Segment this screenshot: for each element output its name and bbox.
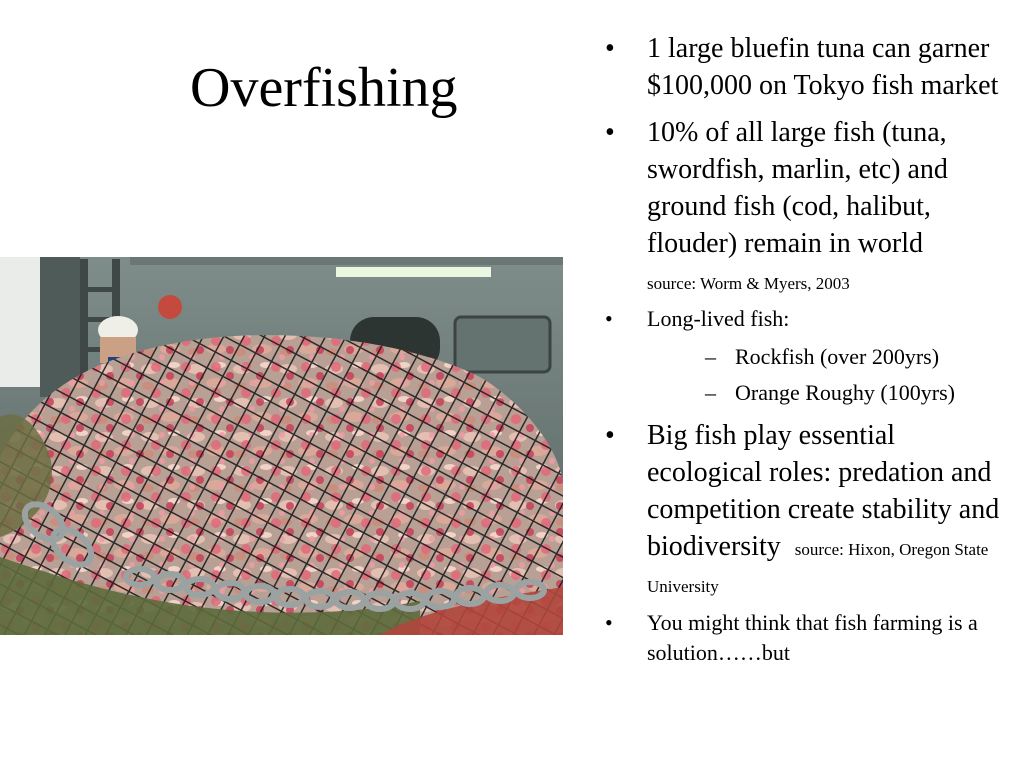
bullet-list (603, 30, 1017, 668)
fishing-net-photo (0, 257, 563, 635)
bullet-marker: • (605, 33, 615, 64)
sub-bullet-orange-roughy (647, 375, 1017, 411)
sub-bullet-marker: – (705, 380, 716, 405)
fishing-net-illustration (0, 257, 563, 635)
sub-bullet-text: Orange Roughy (100yrs) (735, 380, 955, 405)
bullet-marker: • (605, 117, 615, 148)
bullet-big-fish-roles (603, 417, 1017, 602)
bullet-marker: • (605, 610, 613, 635)
sub-bullet-marker: – (705, 344, 716, 369)
bullet-long-lived-fish (603, 303, 1017, 411)
bullet-source: source: Hixon, Oregon State University (647, 540, 989, 596)
sub-bullet-rockfish (647, 339, 1017, 375)
bullet-marker: • (605, 306, 613, 331)
bullet-source: source: Worm & Myers, 2003 (647, 274, 850, 293)
sub-bullet-text: Rockfish (over 200yrs) (735, 344, 940, 369)
bullet-text: Long-lived fish: (647, 306, 790, 331)
bullet-tuna-price (603, 30, 1017, 104)
bullet-text: 10% of all large fish (tuna, swordfish, marlin, etc) and ground fish (cod, halibut, flouder) remain in world (647, 117, 948, 259)
bullet-fish-farming (603, 608, 1017, 668)
bullet-text: You might think that fish farming is a solution……but (647, 610, 978, 665)
slide-title: Overfishing (190, 57, 458, 119)
bullet-text: Big fish play essential ecological roles: predation and competition create stability and biodiversity (647, 420, 1000, 562)
sub-bullet-list (647, 339, 1017, 411)
bullet-large-fish-remaining (603, 114, 1017, 299)
bullet-text: 1 large bluefin tuna can garner $100,000 on Tokyo fish market (647, 33, 999, 101)
bullet-marker: • (605, 420, 615, 451)
